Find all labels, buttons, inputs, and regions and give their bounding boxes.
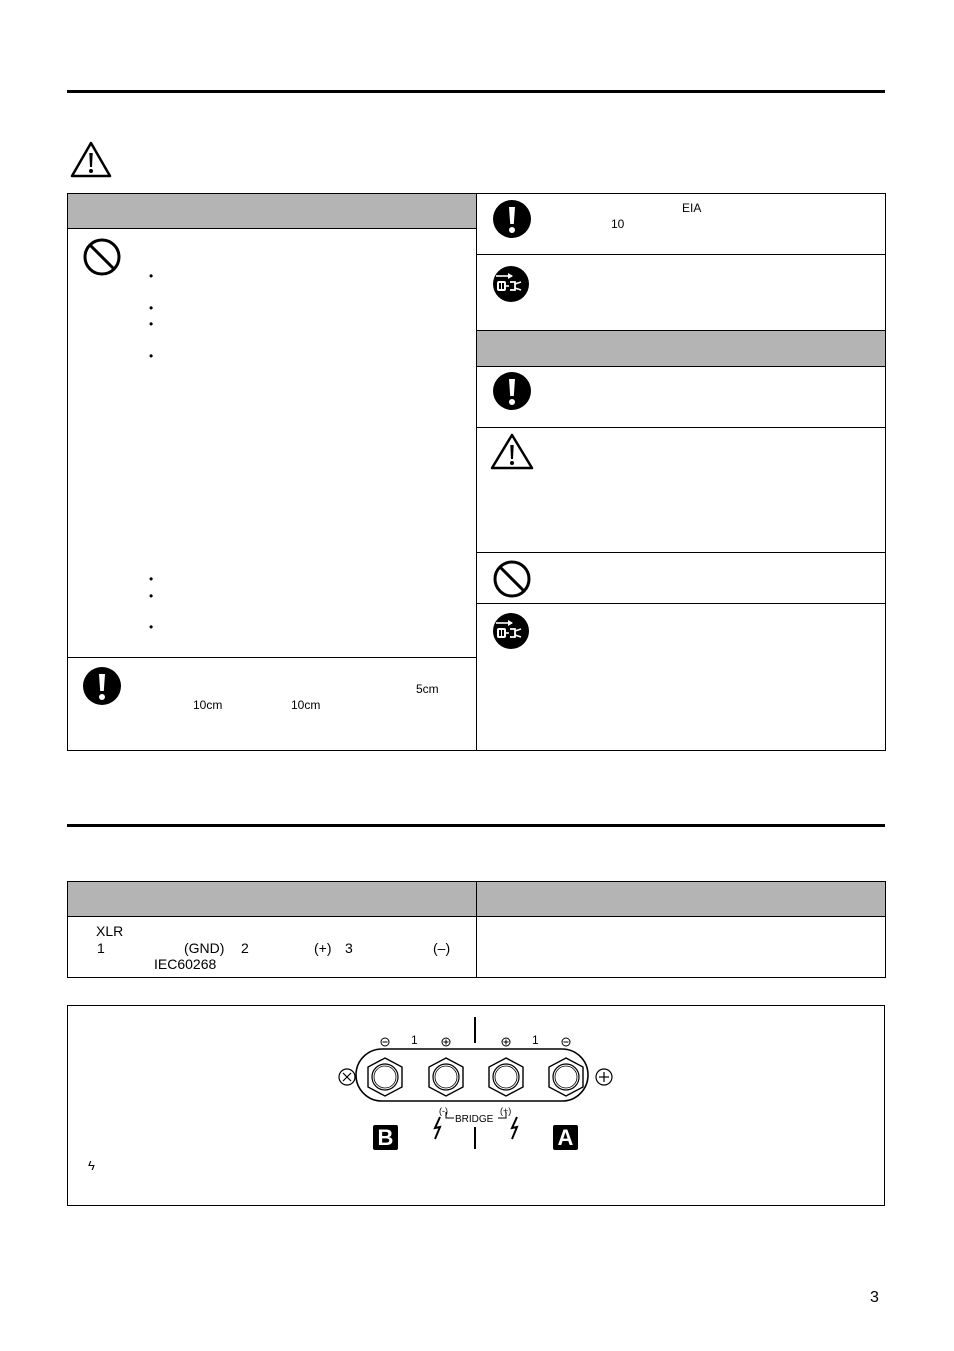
list-bullet: •: [149, 349, 154, 363]
channel-b-letter: B: [377, 1125, 394, 1150]
channel-a-letter: A: [557, 1125, 574, 1150]
binding-post-b-plus: [429, 1058, 463, 1096]
bridge-minus-label: (-): [439, 1106, 448, 1116]
prohibition-icon: [82, 237, 122, 277]
hazard-bolt-icon: [435, 1117, 440, 1139]
label-eia: EIA: [682, 201, 702, 215]
binding-post-b-minus: [368, 1058, 402, 1096]
unplug-icon: [492, 612, 530, 650]
xlr-label: XLR: [96, 923, 124, 939]
pin-1: 1: [97, 940, 105, 956]
minus-terminal-icon: [381, 1038, 389, 1046]
list-bullet: •: [149, 269, 154, 283]
section-rule-top: [67, 90, 885, 93]
hazard-symbol-note: ϟ: [88, 1158, 95, 1173]
distance-10cm-a: 10cm: [193, 698, 223, 712]
left-section-header: [68, 194, 476, 228]
pin-hot: (+): [314, 940, 332, 956]
label-10: 10: [611, 217, 625, 231]
hazard-bolt-icon: [512, 1117, 517, 1139]
mandatory-action-icon: [492, 199, 532, 239]
distance-10cm-b: 10cm: [291, 698, 321, 712]
section-rule-connectors: [67, 824, 885, 827]
pin-3: 3: [345, 940, 353, 956]
plus-terminal-icon: [502, 1038, 510, 1046]
right-section-header: [477, 331, 885, 366]
pin-gnd: (GND): [184, 940, 225, 956]
bridge-plus-label: (+): [500, 1106, 512, 1116]
list-bullet: •: [149, 572, 154, 586]
plus-terminal-icon: [442, 1038, 450, 1046]
screw-icon: [596, 1069, 612, 1085]
unplug-icon: [492, 265, 530, 303]
pin-cold: (–): [433, 940, 451, 956]
prohibition-icon: [492, 559, 532, 599]
warning-triangle-icon: [70, 141, 112, 179]
list-bullet: •: [149, 620, 154, 634]
channel-a-pair-label: 1: [532, 1033, 539, 1047]
pin-2: 2: [241, 940, 249, 956]
standard-label: IEC60268: [154, 956, 217, 972]
list-bullet: •: [149, 317, 154, 331]
distance-5cm: 5cm: [416, 682, 439, 696]
binding-post-a-plus: [489, 1058, 523, 1096]
channel-b-pair-label: 1: [411, 1033, 418, 1047]
list-bullet: •: [149, 301, 154, 315]
list-bullet: •: [149, 589, 154, 603]
mandatory-action-icon: [82, 666, 122, 706]
binding-post-a-minus: [549, 1058, 583, 1096]
bridge-label: BRIDGE: [455, 1114, 494, 1125]
page-number: 3: [870, 1289, 879, 1306]
minus-terminal-icon: [562, 1038, 570, 1046]
warning-triangle-icon: [490, 433, 534, 471]
mandatory-action-icon: [492, 371, 532, 411]
safety-table-divider: [476, 193, 477, 751]
screw-icon: [339, 1069, 355, 1085]
